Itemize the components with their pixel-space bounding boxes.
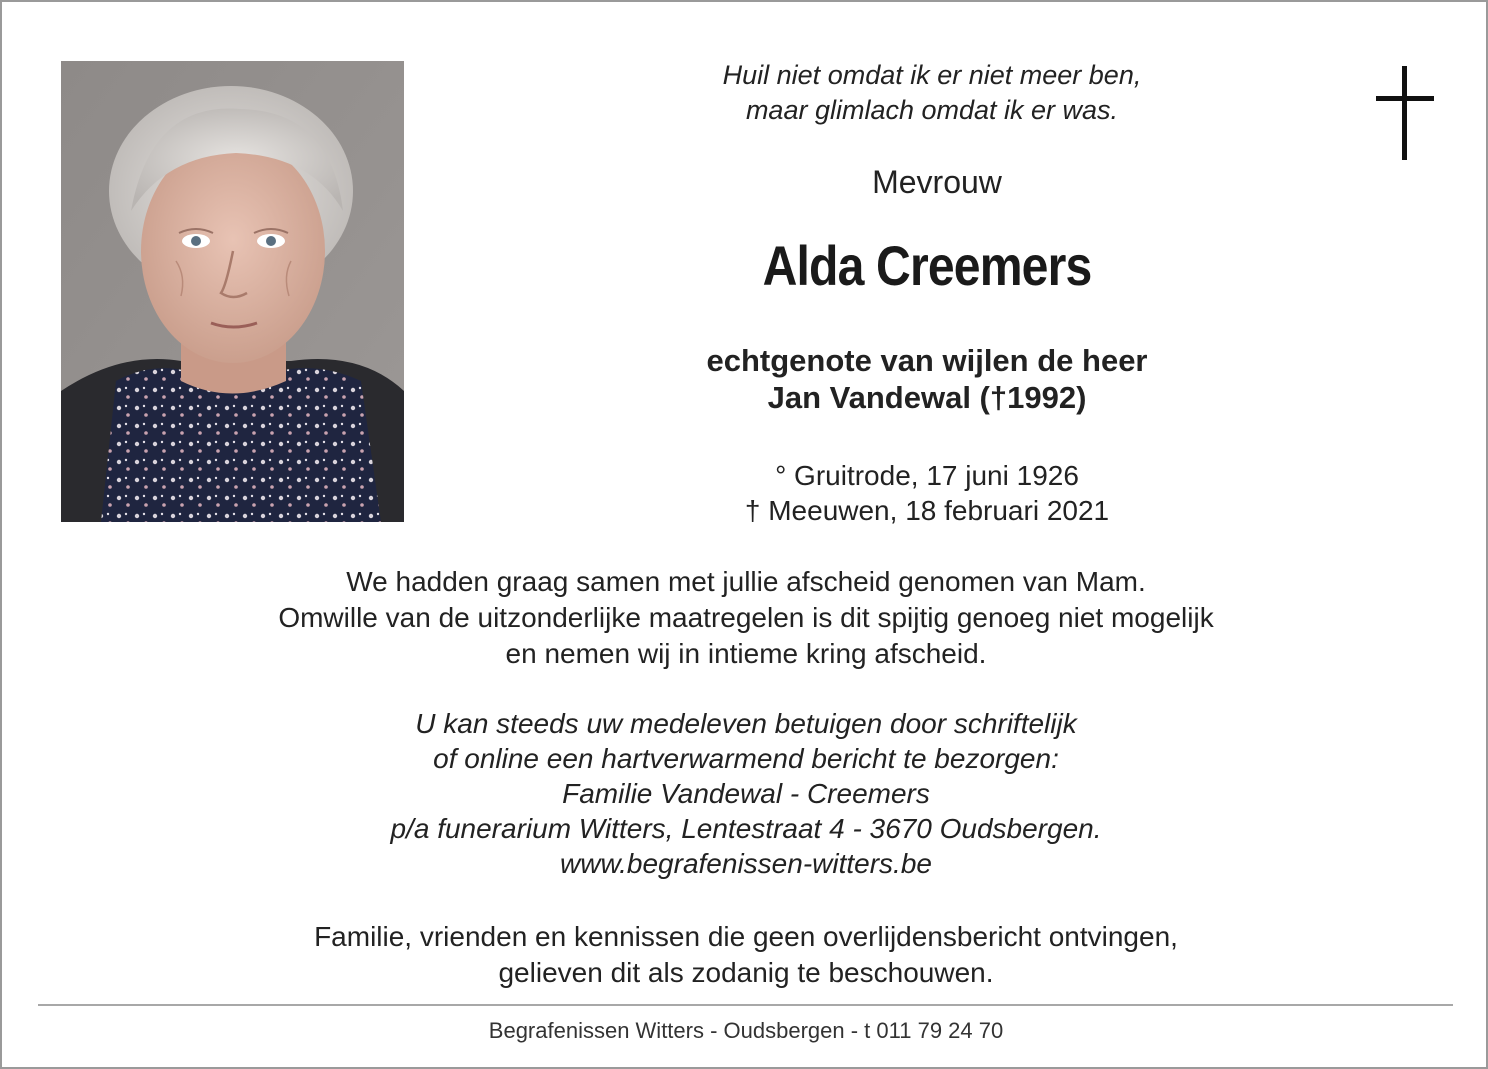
salutation: Mevrouw bbox=[872, 164, 1002, 200]
birth-date: ° Gruitrode, 17 juni 1926 bbox=[775, 460, 1079, 491]
condolence-line: U kan steeds uw medeleven betuigen door schriftelijk bbox=[415, 708, 1077, 739]
quote bbox=[682, 58, 1182, 128]
spouse-line: echtgenote van wijlen de heer bbox=[706, 343, 1148, 378]
website-link[interactable]: www.begrafenissen-witters.be bbox=[560, 848, 932, 879]
death-date: † Meeuwen, 18 februari 2021 bbox=[744, 495, 1110, 526]
message-line: Omwille van de uitzonderlijke maatregelen is dit spijtig genoeg niet mogelijk bbox=[278, 602, 1214, 633]
latin-cross-icon bbox=[1376, 66, 1434, 160]
condolence-info bbox=[2, 706, 1488, 881]
footer-divider bbox=[38, 1004, 1453, 1006]
message-line: We hadden graag samen met jullie afscheid genomen van Mam. bbox=[346, 566, 1146, 597]
farewell-message bbox=[2, 564, 1488, 672]
quote-line: Huil niet omdat ik er niet meer ben, bbox=[722, 60, 1142, 90]
notice-line: gelieven dit als zodanig te beschouwen. bbox=[498, 957, 994, 988]
quote-line: maar glimlach omdat ik er was. bbox=[745, 95, 1119, 125]
portrait-photo bbox=[61, 61, 404, 522]
footer-text: Begrafenissen Witters - Oudsbergen - t 011 79 24 70 bbox=[488, 1018, 1004, 1043]
life-dates bbox=[662, 458, 1192, 528]
notice-text bbox=[2, 919, 1488, 991]
spouse-line: Jan Vandewal (†1992) bbox=[767, 380, 1087, 415]
condolence-family: Familie Vandewal - Creemers bbox=[562, 778, 930, 809]
condolence-address: p/a funerarium Witters, Lentestraat 4 - 3670 Oudsbergen. bbox=[390, 813, 1102, 844]
message-line: en nemen wij in intieme kring afscheid. bbox=[505, 638, 987, 669]
condolence-line: of online een hartverwarmend bericht te bezorgen: bbox=[433, 743, 1059, 774]
spouse-info bbox=[642, 342, 1212, 416]
deceased-name: Alda Creemers bbox=[762, 234, 1092, 297]
notice-line: Familie, vrienden en kennissen die geen overlijdensbericht ontvingen, bbox=[314, 921, 1178, 952]
